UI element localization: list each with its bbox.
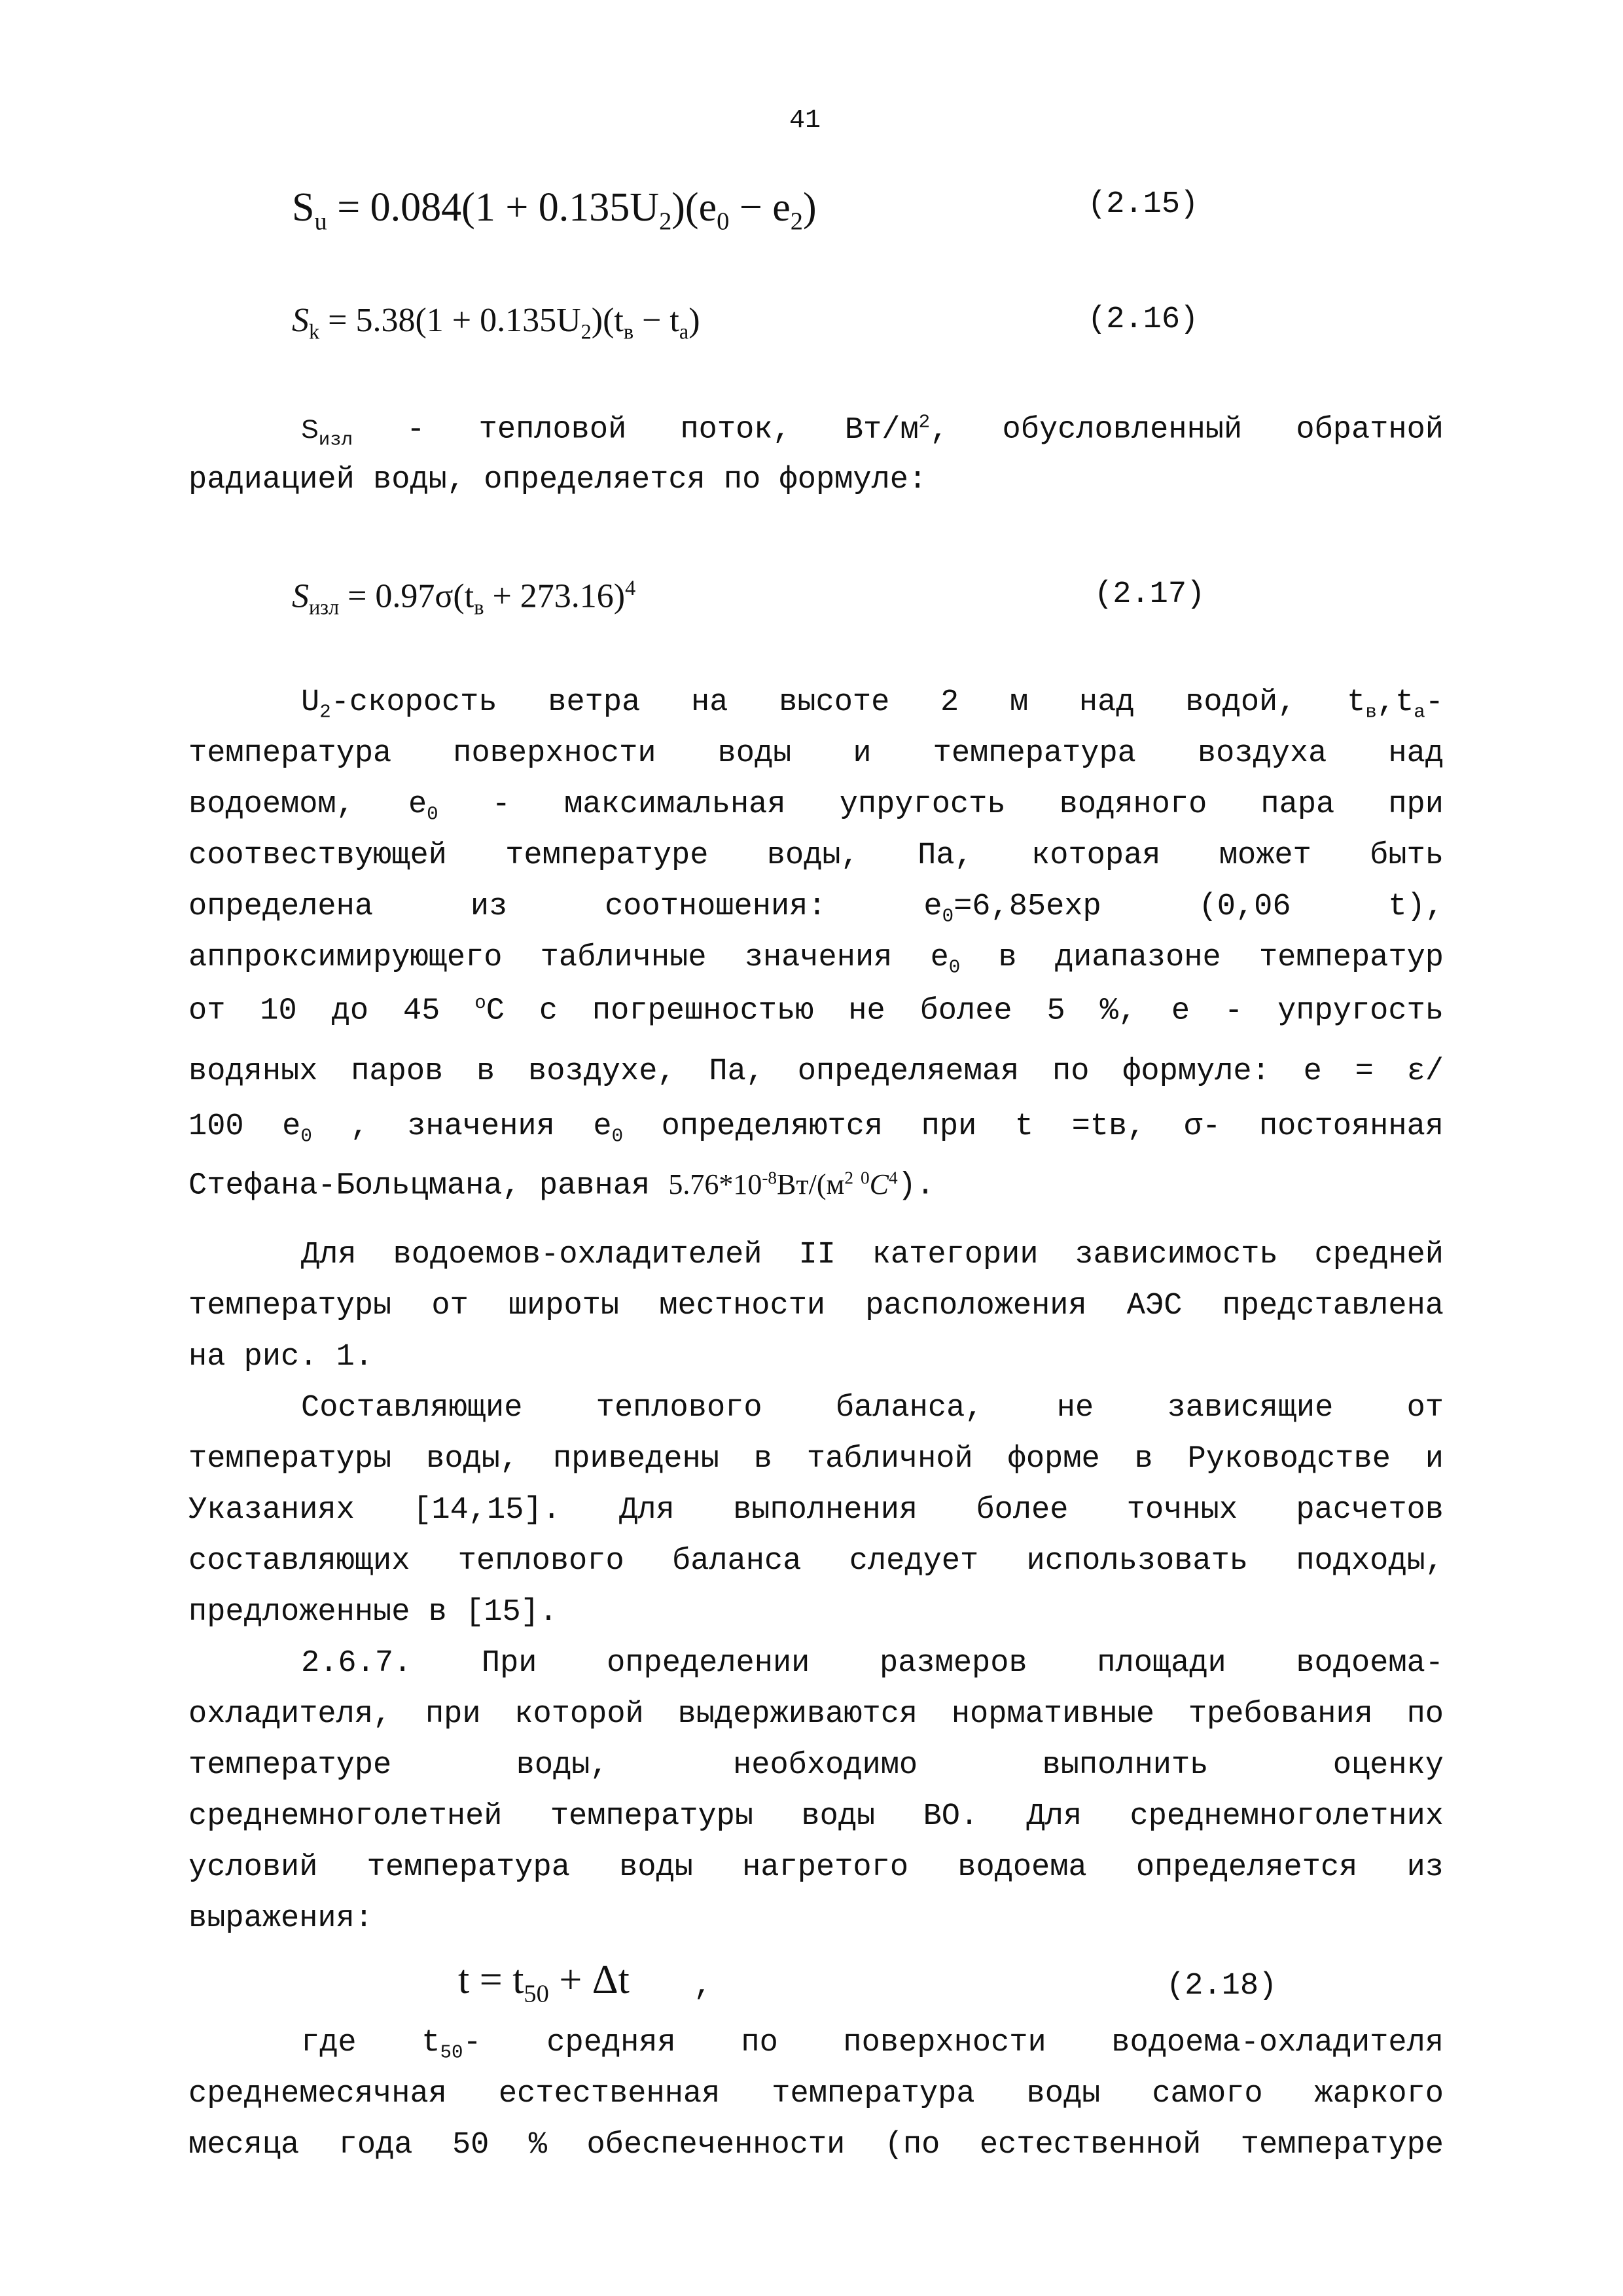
formula-rhs: = 0.97σ(t (339, 577, 474, 615)
paragraph-u2-line (188, 687, 1444, 722)
formula-2-18 (458, 1957, 630, 2008)
paragraph-sost-line: температуры воды, приведены в табличной форме в Руководстве и (188, 1442, 1444, 1477)
formula-sup: 4 (625, 576, 636, 600)
text: обусловленный (1002, 412, 1243, 448)
paragraph-267-line: среднемноголетней температуры воды ВО. Для среднемноголетних (188, 1799, 1444, 1834)
paragraph-u2-line: соотвествующей температуре воды, Па, которая может быть (188, 838, 1444, 873)
paragraph-267-line: условий температура воды нагретого водоема определяется из (188, 1850, 1444, 1885)
formula-sub: 2 (659, 207, 672, 236)
paragraph-u2-line: водоемом, $e_0$ - максимальная упругость водяного пара при (188, 787, 1444, 825)
paragraph-sost-line: предложенные в [15]. (188, 1595, 558, 1630)
paragraph-u2-line: Стефана-Больцмана, равная $5.76*10^{-8}Вт/(м^2$ $^0С^4$). (188, 1168, 935, 1204)
formula-sub: 2 (580, 319, 592, 344)
paragraph-u2-line: 100 $e_0$ , значения $e_0$ определяются при t =tв, σ- постоянная (188, 1109, 1444, 1147)
paragraph-gde-line: среднемесячная естественная температура воды самого жаркого (188, 2077, 1444, 2111)
paragraph-sost-line: составляющих теплового баланса следует использовать подходы, (188, 1544, 1444, 1579)
text: обратной (1296, 412, 1444, 448)
paragraph-u2-line: водяных паров в воздухе, Па, определяемая по формуле: е = ε/ (188, 1054, 1444, 1089)
equation-number-2-18: (2.18) (1166, 1969, 1277, 2003)
formula-sub: изл (309, 595, 340, 619)
formula-lhs: S (292, 302, 309, 339)
formula-sub: u (314, 207, 327, 236)
formula-sub: 50 (524, 1980, 549, 2008)
paragraph-dlya-line: на рис. 1. (188, 1340, 374, 1374)
formula-rhs: − e (729, 185, 791, 230)
paragraph-sizl-line: радиацией воды, определяется по формуле: (188, 463, 927, 497)
paragraph-267-line: охладителя, при которой выдерживаются нормативные требования по (188, 1697, 1444, 1732)
formula-sub: 0 (717, 207, 730, 236)
paragraph-267-line: температуре воды, необходимо выполнить оценку (188, 1748, 1444, 1783)
paragraph-sizl-line (188, 412, 1444, 449)
paragraph-u2-line: аппроксимирующего табличные значения $e_0$ в диапазоне температур (188, 941, 1444, 978)
symbol: $S_{изл}$ (301, 414, 353, 451)
formula-rhs: ) (803, 185, 817, 230)
formula-rhs: )(t (591, 302, 624, 339)
text: $Вт/м^2$, (844, 411, 949, 448)
text: тепловой (478, 412, 627, 448)
paragraph-u2-line: температура поверхности воды и температура воздуха над (188, 736, 1444, 771)
formula-rhs: + 273.16) (484, 577, 626, 615)
formula-2-15 (292, 185, 817, 236)
formula-sub: 2 (790, 207, 804, 236)
formula-rhs: + Δt (548, 1958, 630, 2002)
paragraph-267-line: 2.6.7. При определении размеров площади водоема- (301, 1646, 1444, 1681)
formula-rhs: − t (633, 302, 679, 339)
paragraph-sost-line: Составляющие теплового баланса, не зависящие от (301, 1391, 1444, 1426)
equation-number-2-17: (2.17) (1094, 577, 1205, 612)
paragraph-u2-line: от 10 до 45 $^о$С с погрешностью не более 5 %, е - упругость (188, 992, 1444, 1029)
text: - (406, 412, 425, 448)
formula-2-17 (292, 576, 635, 620)
paragraph-gde-line: месяца года 50 % обеспеченности (по естественной температуре (188, 2128, 1444, 2162)
formula-rhs: ) (688, 302, 700, 339)
formula-rhs: )(e (671, 185, 717, 230)
page-number: 41 (789, 106, 821, 135)
equation-number-2-15: (2.15) (1088, 187, 1199, 222)
paragraph-267-line: выражения: (188, 1901, 374, 1936)
formula-comma: , (694, 1969, 713, 2003)
equation-number-2-16: (2.16) (1088, 302, 1199, 337)
paragraph-sost-line: Указаниях [14,15]. Для выполнения более точных расчетов (188, 1493, 1444, 1528)
paragraph-dlya-line: Для водоемов-охладителей II категории зависимость средней (301, 1238, 1444, 1272)
formula-2-16 (292, 301, 700, 344)
text: поток, (680, 412, 791, 448)
formula-sub: a (679, 319, 689, 344)
formula-lhs: S (292, 185, 315, 230)
formula-lhs: t = t (458, 1958, 524, 2002)
formula-sub: в (474, 595, 484, 619)
paragraph-u2-line: определена из соотношения: $e_0=6,85\exp$ (0,06 t), (188, 889, 1444, 927)
paragraph-dlya-line: температуры от широты местности расположения АЭС представлена (188, 1289, 1444, 1323)
formula-rhs: = 0.084(1 + 0.135U (327, 185, 660, 230)
formula-lhs: S (292, 577, 309, 615)
formula-sub: в (623, 319, 634, 344)
formula-sub: k (309, 319, 320, 344)
paragraph-gde-line: где $t_{50}-$ средняя по поверхности водоема-охладителя (301, 2026, 1444, 2064)
formula-rhs: = 5.38(1 + 0.135U (319, 302, 581, 339)
text: $U_2$-скорость ветра на высоте 2 м над водой, $t_в,t_а-$ (301, 685, 1444, 723)
